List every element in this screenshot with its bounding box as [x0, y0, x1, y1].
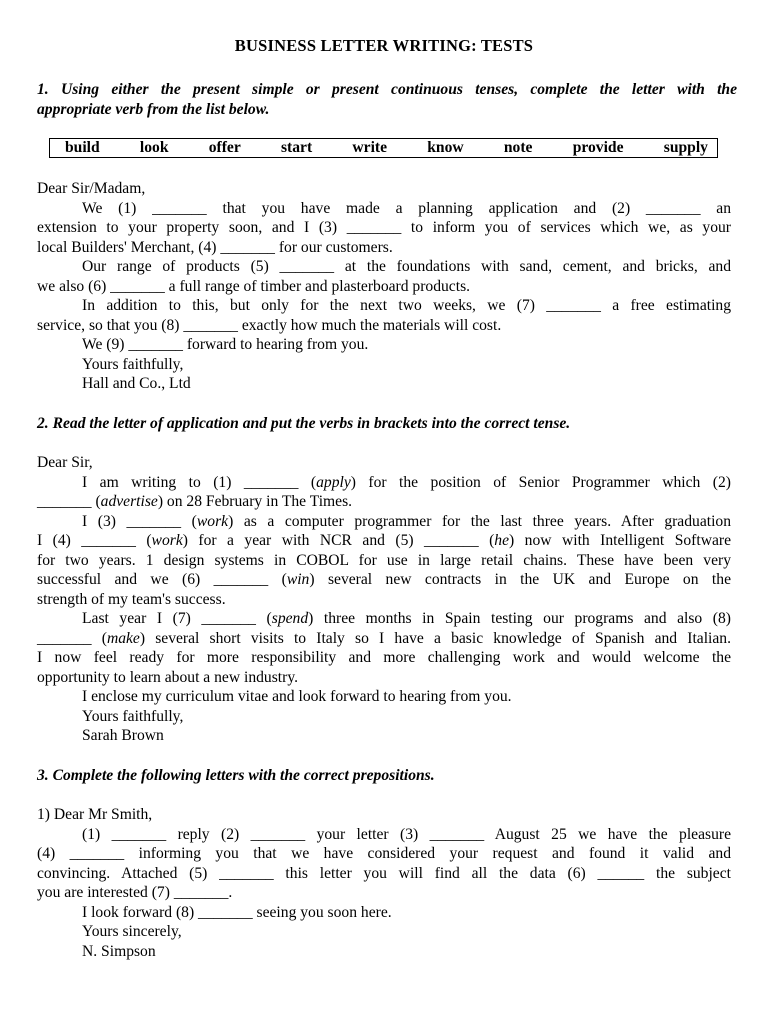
verb-hint: apply — [316, 473, 351, 491]
letter2-line: successful and we (6) _______ (win) several new contracts in the UK and Europe on the — [37, 571, 731, 588]
letter2-line: I enclose my curriculum vitae and look forward to hearing from you. — [82, 688, 512, 705]
letter1-signature: Hall and Co., Ltd — [82, 375, 191, 392]
section3-heading: 3. Complete the following letters with the correct prepositions. — [37, 767, 435, 784]
letter3-line: (1) _______ reply (2) _______ your letter (3) _______ August 25 we have the pleasure — [82, 825, 731, 843]
letter1-salutation: Dear Sir/Madam, — [37, 180, 146, 197]
verb-list-box — [49, 138, 718, 158]
verb-hint: he — [494, 532, 509, 549]
verb-hint: spend — [271, 610, 309, 627]
letter2-line: I am writing to (1) _______ (apply) for the position of Senior Programmer which (2) — [82, 473, 731, 491]
letter2-line: Last year I (7) _______ (spend) three months in Spain testing our programs and also (8) — [82, 610, 731, 627]
letter3-line: (4) _______ informing you that we have considered your request and found it valid and — [37, 845, 731, 862]
section1-heading-line2: appropriate verb from the list below. — [37, 100, 270, 118]
letter2-line: _______ (advertise) on 28 February in The Times. — [37, 493, 353, 510]
letter1-closing: Yours faithfully, — [82, 355, 184, 373]
verb-hint: advertise — [100, 493, 158, 510]
letter1-line: service, so that you (8) _______ exactly how much the materials will cost. — [37, 316, 502, 334]
letter1-line: We (1) _______ that you have made a planning application and (2) _______ an — [82, 199, 731, 217]
verb-word: write — [352, 139, 388, 156]
verb-hint: work — [151, 532, 183, 549]
verb-word: provide — [572, 139, 624, 156]
letter1-line: local Builders' Merchant, (4) _______ for our customers. — [37, 238, 393, 256]
verb-word: look — [139, 139, 169, 156]
letter1-line: We (9) _______ forward to hearing from you. — [82, 336, 369, 353]
letter2-closing: Yours faithfully, — [82, 707, 184, 725]
letter2-line: strength of my team's success. — [37, 590, 226, 608]
verb-word: build — [65, 139, 100, 156]
verb-word: know — [427, 139, 464, 156]
verb-hint: work — [196, 512, 229, 530]
letter1-line: extension to your property soon, and I (3) _______ to inform you of services which we, as your — [37, 219, 731, 236]
verb-word: note — [503, 139, 533, 156]
letter2-salutation: Dear Sir, — [37, 454, 93, 471]
letter3-line: you are interested (7) _______. — [37, 884, 233, 901]
verb-hint: win — [286, 571, 310, 588]
letter1-line: we also (6) _______ a full range of timber and plasterboard products. — [37, 277, 471, 295]
letter2-line: opportunity to learn about a new industry. — [37, 668, 298, 686]
verb-word: offer — [208, 139, 241, 156]
letter1-line: In addition to this, but only for the next two weeks, we (7) _______ a free estimating — [82, 297, 731, 314]
letter2-line: for two years. 1 design systems in COBOL for use in large retail chains. These have been very — [37, 551, 731, 569]
letter3-line: I look forward (8) _______ seeing you soon here. — [82, 903, 392, 921]
letter2-line: I (3) _______ (work) as a computer programmer for the last three years. After graduation — [82, 512, 731, 530]
letter1-line: Our range of products (5) _______ at the foundations with sand, cement, and bricks, and — [82, 258, 731, 275]
letter2-line: I now feel ready for more responsibility and more challenging work and would welcome the — [37, 649, 731, 666]
verb-hint: make — [106, 629, 140, 647]
letter3-signature: N. Simpson — [82, 942, 156, 960]
section2-heading: 2. Read the letter of application and put the verbs in brackets into the correct tense. — [37, 415, 571, 432]
section1-heading-line1: 1. Using either the present simple or present continuous tenses, complete the letter with the — [37, 81, 737, 98]
verb-word: supply — [663, 139, 708, 156]
verb-word: start — [280, 139, 313, 156]
letter3-line: convincing. Attached (5) _______ this letter you will find all the data (6) ______ the subject — [37, 864, 731, 882]
letter2-line: I (4) _______ (work) for a year with NCR and (5) _______ (he) now with Intelligent Software — [37, 532, 731, 549]
page-title: BUSINESS LETTER WRITING: TESTS — [234, 36, 534, 55]
letter3-closing: Yours sincerely, — [82, 923, 182, 940]
letter2-line: _______ (make) several short visits to Italy so I have a basic knowledge of Spanish and Italian. — [37, 629, 731, 647]
letter2-signature: Sarah Brown — [82, 727, 164, 744]
letter3-salutation: 1) Dear Mr Smith, — [37, 806, 153, 823]
